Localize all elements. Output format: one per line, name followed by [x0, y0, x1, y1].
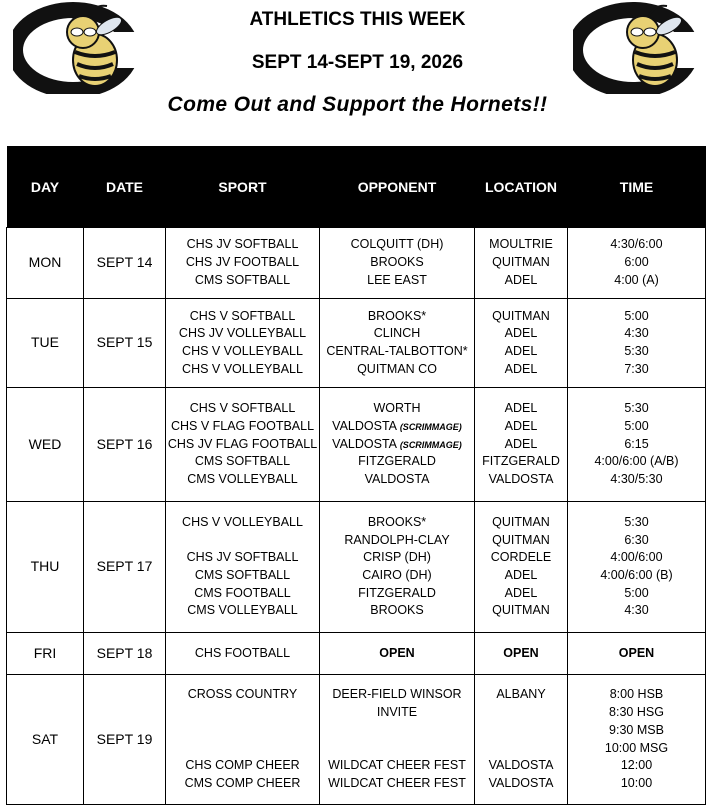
time-text: 5:30	[624, 401, 649, 416]
location-text: MOULTRIE	[489, 237, 553, 252]
sport-line	[166, 704, 319, 722]
date-cell: SEPT 19	[84, 675, 166, 805]
sport-text: CMS SOFTBALL	[194, 454, 291, 469]
time-text: 7:30	[624, 361, 649, 376]
time-text: 12:00	[620, 758, 653, 773]
opponent-line	[320, 549, 474, 567]
opponent-line	[320, 308, 474, 326]
sport-cell	[166, 633, 320, 675]
sport-line	[166, 602, 319, 620]
opponent-line	[320, 757, 474, 775]
opponent-line	[320, 532, 474, 550]
opponent-text: DEER-FIELD WINSOR	[332, 687, 462, 702]
location-cell	[475, 228, 568, 299]
location-line	[475, 602, 567, 620]
location-text: VALDOSTA	[488, 775, 554, 790]
sport-line	[166, 343, 319, 361]
col-header-day: DAY	[7, 146, 84, 228]
opponent-line	[320, 514, 474, 532]
location-line	[475, 645, 567, 663]
time-text: 4:30/5:30	[610, 472, 663, 487]
opponent-text: BROOKS*	[367, 308, 427, 323]
location-text: ALBANY	[496, 687, 546, 702]
sport-line	[166, 418, 319, 436]
time-text: 4:00/6:00	[610, 550, 663, 565]
table-header-row	[7, 146, 706, 228]
time-line	[568, 704, 705, 722]
sport-line	[166, 236, 319, 254]
opponent-text: INVITE	[376, 705, 418, 720]
sport-line	[166, 686, 319, 704]
sport-line	[166, 775, 319, 793]
opponent-text: VALDOSTA	[332, 436, 397, 451]
opponent-text: WILDCAT CHEER FEST	[328, 758, 466, 773]
time-text: 5:30	[624, 344, 649, 358]
time-line	[568, 514, 705, 532]
time-line	[568, 471, 705, 489]
opponent-line	[320, 343, 474, 361]
sport-line	[166, 722, 319, 740]
sport-line	[166, 567, 319, 585]
opponent-line	[320, 471, 474, 489]
opponent-text: FITZGERALD	[358, 585, 436, 600]
sport-text: CMS VOLLEYBALL	[187, 603, 298, 618]
sport-text: CMS COMP CHEER	[184, 775, 301, 790]
sport-line	[166, 532, 319, 550]
col-header-time: TIME	[568, 146, 706, 228]
opponent-line	[320, 686, 474, 704]
location-text: ADEL	[504, 568, 538, 582]
sport-cell	[166, 388, 320, 502]
date-range: SEPT 14-SEPT 19, 2026	[251, 52, 464, 73]
opponent-line	[320, 254, 474, 272]
time-text: 4:30	[624, 326, 649, 341]
location-cell	[475, 675, 568, 805]
location-text: ADEL	[504, 401, 538, 416]
date-cell: SEPT 16	[84, 388, 166, 502]
opponent-cell	[320, 388, 475, 502]
sport-text: CHS FOOTBALL	[194, 645, 291, 660]
time-cell	[568, 299, 706, 388]
col-header-date: DATE	[84, 146, 166, 228]
location-line	[475, 418, 567, 436]
sport-text: CHS JV FOOTBALL	[185, 255, 300, 270]
schedule-table	[6, 146, 706, 805]
sport-text: CHS JV VOLLEYBALL	[178, 326, 307, 341]
opponent-line	[320, 567, 474, 585]
opponent-line	[320, 585, 474, 603]
time-line	[568, 757, 705, 775]
sport-cell	[166, 502, 320, 633]
time-text: 8:30 HSG	[609, 705, 664, 720]
location-line	[475, 272, 567, 290]
opponent-line	[320, 453, 474, 471]
location-line	[475, 453, 567, 471]
time-cell	[568, 228, 706, 299]
opponent-cell	[320, 633, 475, 675]
time-text: 6:15	[624, 436, 649, 451]
location-cell	[475, 633, 568, 675]
time-text: 4:00/6:00 (A/B)	[594, 454, 679, 469]
sport-text: CHS V SOFTBALL	[189, 401, 296, 416]
time-line	[568, 645, 705, 663]
day-cell: SAT	[7, 675, 84, 805]
day-cell: MON	[7, 228, 84, 299]
location-text: OPEN	[503, 645, 539, 660]
sport-line	[166, 400, 319, 418]
location-text: QUITMAN	[492, 308, 550, 323]
day-cell: TUE	[7, 299, 84, 388]
opponent-text: CLINCH	[373, 326, 421, 341]
time-text: 6:30	[624, 532, 649, 547]
time-line	[568, 775, 705, 793]
time-line	[568, 532, 705, 550]
location-line	[475, 325, 567, 343]
sport-text: CHS COMP CHEER	[185, 758, 300, 773]
time-line	[568, 236, 705, 254]
col-header-sport: SPORT	[166, 146, 320, 228]
opponent-line	[320, 361, 474, 379]
opponent-line	[320, 400, 474, 418]
date-cell: SEPT 15	[84, 299, 166, 388]
opponent-text: COLQUITT (DH)	[350, 237, 444, 252]
location-line	[475, 361, 567, 379]
table-row	[7, 388, 706, 502]
sport-line	[166, 453, 319, 471]
sport-text: CMS SOFTBALL	[194, 272, 291, 287]
location-line	[475, 532, 567, 550]
col-header-opponent: OPPONENT	[320, 146, 475, 228]
schedule-body	[7, 228, 706, 805]
day-cell: WED	[7, 388, 84, 502]
sport-line	[166, 308, 319, 326]
sport-cell	[166, 299, 320, 388]
sport-cell	[166, 675, 320, 805]
time-line	[568, 254, 705, 272]
sport-text: CMS VOLLEYBALL	[187, 472, 298, 487]
location-cell	[475, 388, 568, 502]
location-text: ADEL	[504, 585, 538, 600]
time-line	[568, 722, 705, 740]
time-text: 5:00	[624, 308, 649, 323]
time-cell	[568, 633, 706, 675]
scrimmage-note: (SCRIMMAGE)	[399, 439, 462, 450]
time-line	[568, 567, 705, 585]
date-cell: SEPT 18	[84, 633, 166, 675]
sport-line	[166, 361, 319, 379]
time-line	[568, 400, 705, 418]
opponent-cell	[320, 502, 475, 633]
sport-line	[166, 514, 319, 532]
sport-line	[166, 254, 319, 272]
time-line	[568, 585, 705, 603]
opponent-line	[320, 645, 474, 663]
date-cell: SEPT 14	[84, 228, 166, 299]
location-text: QUITMAN	[492, 514, 550, 529]
opponent-line	[320, 436, 474, 454]
opponent-text: BROOKS	[370, 255, 424, 270]
sport-line	[166, 272, 319, 290]
opponent-line	[320, 272, 474, 290]
sport-text: CHS JV SOFTBALL	[186, 550, 299, 565]
location-text: QUITMAN	[492, 603, 550, 618]
time-text: 5:00	[624, 418, 649, 433]
opponent-text: WORTH	[373, 401, 421, 416]
time-line	[568, 272, 705, 290]
sport-cell	[166, 228, 320, 299]
opponent-text: QUITMAN CO	[357, 361, 437, 376]
location-line	[475, 471, 567, 489]
time-cell	[568, 675, 706, 805]
opponent-text: VALDOSTA	[364, 472, 430, 487]
opponent-text: BROOKS*	[367, 514, 427, 529]
time-line	[568, 602, 705, 620]
location-text: VALDOSTA	[488, 758, 554, 773]
time-text: OPEN	[618, 645, 655, 660]
opponent-text: WILDCAT CHEER FEST	[328, 775, 466, 790]
sport-text: CROSS COUNTRY	[187, 687, 298, 702]
sport-text: CHS JV SOFTBALL	[186, 237, 299, 252]
opponent-cell	[320, 228, 475, 299]
sport-text: CHS JV FLAG FOOTBALL	[167, 436, 318, 451]
slogan: Come Out and Support the Hornets!!	[167, 93, 548, 116]
location-line	[475, 722, 567, 740]
location-cell	[475, 502, 568, 633]
location-line	[475, 757, 567, 775]
sport-line	[166, 585, 319, 603]
scrimmage-note: (SCRIMMAGE)	[399, 421, 462, 432]
time-text: 8:00 HSB	[609, 687, 664, 702]
opponent-line	[320, 704, 474, 722]
opponent-cell	[320, 299, 475, 388]
sport-text: CHS V VOLLEYBALL	[182, 361, 303, 376]
time-text: 9:30 MSB	[609, 722, 664, 737]
day-cell: FRI	[7, 633, 84, 675]
time-text: 10:00	[620, 775, 653, 790]
table-row	[7, 228, 706, 299]
location-line	[475, 436, 567, 454]
location-text: ADEL	[504, 272, 538, 287]
location-text: QUITMAN	[492, 532, 550, 547]
location-line	[475, 704, 567, 722]
opponent-line	[320, 325, 474, 343]
time-line	[568, 325, 705, 343]
location-text: VALDOSTA	[488, 472, 554, 487]
location-line	[475, 400, 567, 418]
location-line	[475, 567, 567, 585]
opponent-text: CRISP (DH)	[363, 550, 431, 565]
time-line	[568, 436, 705, 454]
location-line	[475, 686, 567, 704]
table-row	[7, 675, 706, 805]
location-text: ADEL	[504, 326, 538, 341]
time-line	[568, 740, 705, 758]
opponent-line	[320, 740, 474, 758]
date-cell: SEPT 17	[84, 502, 166, 633]
time-text: 10:00 MSG	[604, 740, 669, 755]
page-title: ATHLETICS THIS WEEK	[249, 9, 466, 30]
sport-line	[166, 645, 319, 663]
sport-line	[166, 436, 319, 454]
opponent-cell	[320, 675, 475, 805]
time-line	[568, 453, 705, 471]
time-line	[568, 361, 705, 379]
sport-line	[166, 471, 319, 489]
opponent-text: VALDOSTA	[332, 418, 397, 433]
opponent-line	[320, 236, 474, 254]
time-line	[568, 549, 705, 567]
sport-line	[166, 325, 319, 343]
sport-text: CHS V VOLLEYBALL	[182, 514, 303, 529]
sport-line	[166, 549, 319, 567]
opponent-line	[320, 722, 474, 740]
opponent-line	[320, 418, 474, 436]
sport-text: CMS SOFTBALL	[194, 568, 291, 582]
opponent-text: FITZGERALD	[358, 454, 436, 469]
location-text: FITZGERALD	[482, 454, 560, 469]
opponent-text: OPEN	[379, 645, 415, 660]
opponent-line	[320, 775, 474, 793]
table-row	[7, 502, 706, 633]
opponent-text: CAIRO (DH)	[362, 568, 432, 582]
location-text: QUITMAN	[492, 255, 550, 270]
sport-line	[166, 740, 319, 758]
page-header	[0, 0, 715, 140]
location-line	[475, 549, 567, 567]
time-line	[568, 343, 705, 361]
location-cell	[475, 299, 568, 388]
location-line	[475, 236, 567, 254]
time-text: 4:00/6:00 (B)	[600, 568, 673, 582]
opponent-text: CENTRAL-TALBOTTON*	[326, 344, 468, 358]
day-cell: THU	[7, 502, 84, 633]
col-header-location: LOCATION	[475, 146, 568, 228]
location-text: ADEL	[504, 361, 538, 376]
location-line	[475, 514, 567, 532]
location-line	[475, 775, 567, 793]
opponent-text: RANDOLPH-CLAY	[344, 532, 450, 547]
sport-line	[166, 757, 319, 775]
sport-text: CMS FOOTBALL	[194, 585, 291, 600]
location-line	[475, 343, 567, 361]
sport-text: CHS V VOLLEYBALL	[182, 344, 303, 358]
time-text: 4:00 (A)	[614, 272, 659, 287]
location-line	[475, 254, 567, 272]
time-line	[568, 418, 705, 436]
table-row	[7, 299, 706, 388]
time-text: 5:00	[624, 585, 649, 600]
table-row	[7, 633, 706, 675]
location-line	[475, 740, 567, 758]
time-cell	[568, 502, 706, 633]
sport-text: CHS V SOFTBALL	[189, 308, 296, 323]
time-line	[568, 308, 705, 326]
location-text: ADEL	[504, 436, 538, 451]
location-text: ADEL	[504, 418, 538, 433]
location-line	[475, 585, 567, 603]
time-text: 4:30/6:00	[610, 237, 663, 252]
sport-text: CHS V FLAG FOOTBALL	[170, 418, 315, 433]
time-line	[568, 686, 705, 704]
time-text: 4:30	[624, 603, 649, 618]
time-cell	[568, 388, 706, 502]
location-line	[475, 308, 567, 326]
opponent-line	[320, 602, 474, 620]
time-text: 5:30	[624, 514, 649, 529]
location-text: CORDELE	[490, 550, 552, 565]
location-text: ADEL	[504, 344, 538, 358]
opponent-text: BROOKS	[370, 603, 424, 618]
opponent-text: LEE EAST	[367, 272, 427, 287]
time-text: 6:00	[624, 255, 649, 270]
